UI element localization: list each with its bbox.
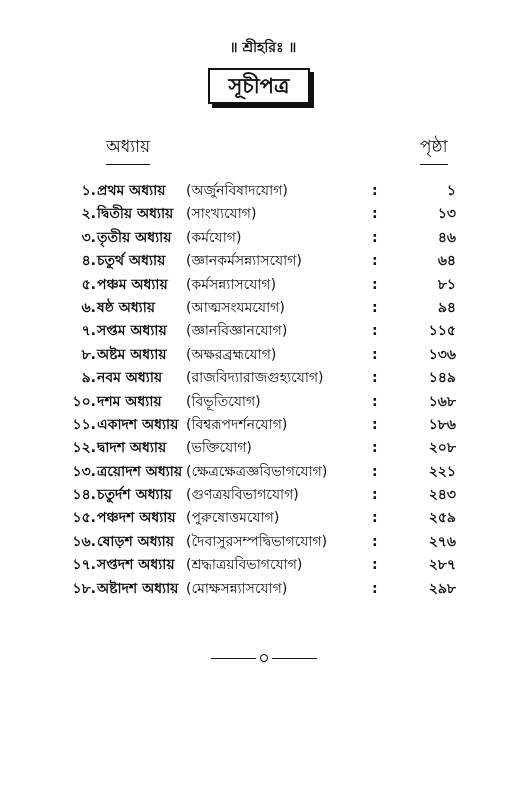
- page-number: ২০৮: [428, 440, 456, 457]
- contents-row: [0, 484, 526, 507]
- separator-colon: :: [372, 183, 378, 199]
- chapter-number: ১৮.: [72, 580, 96, 597]
- contents-list: [0, 180, 526, 601]
- contents-row: [0, 391, 526, 414]
- yoga-name: (কর্মযোগ): [186, 229, 242, 246]
- page-title: সূচীপত্র: [208, 68, 310, 104]
- page-number: ১৩: [437, 206, 456, 223]
- chapter-name: তৃতীয় অধ্যায়: [97, 229, 172, 246]
- page-number: ১৬৮: [428, 393, 456, 410]
- contents-row: [0, 461, 526, 484]
- page-number: ১: [446, 183, 456, 199]
- chapter-name: পঞ্চম অধ্যায়: [97, 276, 168, 293]
- contents-row: [0, 414, 526, 437]
- yoga-name: (অক্ষরব্রহ্মযোগ): [186, 346, 277, 363]
- chapter-number: ১.: [81, 183, 96, 199]
- chapter-number: ৯.: [81, 370, 96, 387]
- chapter-number: ৪.: [81, 253, 96, 270]
- chapter-name: ষষ্ঠ অধ্যায়: [97, 299, 156, 316]
- chapter-name: দ্বিতীয় অধ্যায়: [97, 206, 174, 223]
- separator-colon: :: [372, 229, 378, 246]
- page-number: ৪৬: [437, 229, 456, 246]
- chapter-name: দ্বাদশ অধ্যায়: [97, 440, 167, 457]
- separator-colon: :: [372, 206, 378, 223]
- chapter-name: পঞ্চদশ অধ্যায়: [97, 510, 176, 527]
- chapter-number: ৫.: [81, 276, 96, 293]
- chapter-name: দশম অধ্যায়: [97, 393, 162, 410]
- chapter-name: চতুর্দশ অধ্যায়: [97, 487, 172, 504]
- separator-colon: :: [372, 510, 378, 527]
- chapter-number: ৭.: [81, 323, 96, 340]
- contents-row: [0, 203, 526, 226]
- page-column-header: পৃষ্ঠা: [420, 134, 448, 165]
- chapter-column-header: অধ্যায়: [106, 134, 150, 165]
- contents-row: [0, 507, 526, 530]
- contents-row: [0, 320, 526, 343]
- page-number: ৮১: [437, 276, 456, 293]
- yoga-name: (ক্ষেত্রক্ষেত্রজ্ঞবিভাগযোগ): [186, 463, 328, 480]
- yoga-name: (গুণত্রয়বিভাগযোগ): [186, 487, 299, 504]
- invocation-heading: ॥ শ্রীহরিঃ ॥: [229, 40, 297, 56]
- page-number: ৯৪: [437, 299, 456, 316]
- page-number: ১৩৬: [428, 346, 456, 363]
- chapter-name: অষ্টম অধ্যায়: [97, 346, 167, 363]
- chapter-number: ১৫.: [72, 510, 96, 527]
- chapter-number: ৮.: [81, 346, 96, 363]
- page-number: ২৪৩: [428, 487, 456, 504]
- chapter-number: ২.: [81, 206, 96, 223]
- yoga-name: (মোক্ষসন্ন্যাসযোগ): [186, 580, 288, 597]
- contents-row: [0, 554, 526, 577]
- separator-colon: :: [372, 440, 378, 457]
- yoga-name: (পুরুষোত্তমযোগ): [186, 510, 280, 527]
- yoga-name: (দৈবাসুরসম্পদ্বিভাগযোগ): [186, 533, 328, 550]
- yoga-name: (রাজবিদ্যারাজগুহ্যযোগ): [186, 370, 324, 387]
- contents-row: [0, 437, 526, 460]
- yoga-name: (আত্মসংযমযোগ): [186, 299, 285, 316]
- yoga-name: (শ্রদ্ধাত্রয়বিভাগযোগ): [186, 557, 303, 574]
- contents-row: [0, 531, 526, 554]
- separator-colon: :: [372, 557, 378, 574]
- separator-colon: :: [372, 323, 378, 340]
- separator-colon: :: [372, 487, 378, 504]
- ornament-circle: [260, 654, 268, 662]
- contents-row: [0, 274, 526, 297]
- page-number: ২৫৯: [428, 510, 456, 527]
- chapter-number: ১৪.: [72, 487, 96, 504]
- separator-colon: :: [372, 463, 378, 480]
- chapter-number: ১৭.: [72, 557, 96, 574]
- chapter-name: একাদশ অধ্যায়: [97, 416, 179, 433]
- yoga-name: (সাংখ্যযোগ): [186, 206, 257, 223]
- end-ornament: [211, 652, 317, 664]
- ornament-line-right: [272, 658, 317, 659]
- contents-row: [0, 227, 526, 250]
- chapter-number: ৬.: [81, 299, 96, 316]
- chapter-name: ত্রয়োদশ অধ্যায়: [97, 463, 183, 480]
- separator-colon: :: [372, 416, 378, 433]
- separator-colon: :: [372, 276, 378, 293]
- chapter-number: ১২.: [72, 440, 96, 457]
- separator-colon: :: [372, 580, 378, 597]
- page-number: ১৪৯: [428, 370, 456, 387]
- chapter-number: ১০.: [72, 393, 96, 410]
- contents-row: [0, 180, 526, 203]
- ornament-line-left: [211, 658, 256, 659]
- page-number: ২৮৭: [428, 557, 456, 574]
- yoga-name: (ভক্তিযোগ): [186, 440, 252, 457]
- yoga-name: (জ্ঞানকর্মসন্ন্যাসযোগ): [186, 253, 302, 270]
- separator-colon: :: [372, 393, 378, 410]
- contents-row: [0, 297, 526, 320]
- yoga-name: (বিশ্বরূপদর্শনযোগ): [186, 416, 288, 433]
- chapter-number: ৩.: [81, 229, 96, 246]
- yoga-name: (অর্জুনবিষাদযোগ): [186, 183, 288, 199]
- page-number: ৬৪: [437, 253, 456, 270]
- yoga-name: (বিভূতিযোগ): [186, 393, 261, 410]
- chapter-name: সপ্তদশ অধ্যায়: [97, 557, 175, 574]
- page-number: ১১৫: [428, 323, 456, 340]
- page-number: ২৭৬: [428, 533, 456, 550]
- yoga-name: (জ্ঞানবিজ্ঞানযোগ): [186, 323, 288, 340]
- chapter-number: ১৬.: [72, 533, 96, 550]
- separator-colon: :: [372, 253, 378, 270]
- yoga-name: (কর্মসন্ন্যাসযোগ): [186, 276, 277, 293]
- chapter-name: প্রথম অধ্যায়: [97, 183, 166, 199]
- separator-colon: :: [372, 533, 378, 550]
- contents-row: [0, 344, 526, 367]
- contents-row: [0, 367, 526, 390]
- page-number: ২২১: [428, 463, 456, 480]
- contents-row: [0, 250, 526, 273]
- chapter-name: অষ্টাদশ অধ্যায়: [97, 580, 179, 597]
- page-number: ১৮৬: [428, 416, 456, 433]
- contents-row: [0, 578, 526, 601]
- separator-colon: :: [372, 346, 378, 363]
- chapter-name: চতুর্থ অধ্যায়: [97, 253, 166, 270]
- page-number: ২৯৮: [428, 580, 456, 597]
- chapter-name: সপ্তম অধ্যায়: [97, 323, 167, 340]
- separator-colon: :: [372, 370, 378, 387]
- chapter-number: ১৩.: [72, 463, 96, 480]
- chapter-name: নবম অধ্যায়: [97, 370, 163, 387]
- separator-colon: :: [372, 299, 378, 316]
- chapter-name: ষোড়শ অধ্যায়: [97, 533, 174, 550]
- chapter-number: ১১.: [72, 416, 96, 433]
